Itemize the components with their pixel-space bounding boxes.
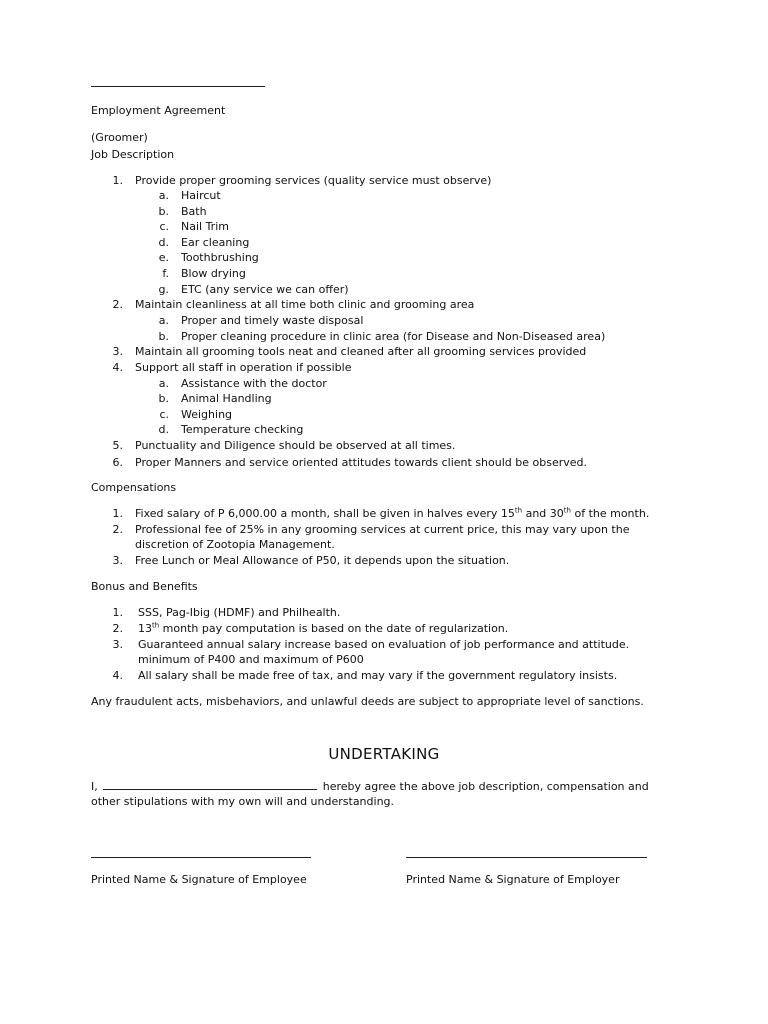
job-sub-letter: c. xyxy=(159,220,169,233)
sanctions-statement: Any fraudulent acts, misbehaviors, and unlawful deeds are subject to appropriate level of sanctions. xyxy=(91,695,644,708)
job-sub-text: Blow drying xyxy=(181,267,246,280)
document-title: Employment Agreement xyxy=(91,104,226,117)
job-sub-letter: a. xyxy=(158,189,169,202)
job-sub-letter: e. xyxy=(158,251,169,264)
comp-item-continuation: discretion of Zootopia Management. xyxy=(135,538,335,551)
job-item-number: 6. xyxy=(112,456,123,469)
bonus-item-number: 3. xyxy=(112,638,123,651)
job-sub-text: Haircut xyxy=(181,189,221,202)
job-sub-text: Toothbrushing xyxy=(181,251,259,264)
position-label: (Groomer) xyxy=(91,131,148,144)
employer-signature-line[interactable] xyxy=(406,857,647,858)
job-sub-text: Animal Handling xyxy=(181,392,272,405)
employee-signature-line[interactable] xyxy=(91,857,311,858)
bonus-item-number: 4. xyxy=(112,669,123,682)
job-item-text: Maintain all grooming tools neat and cleaned after all grooming services provided xyxy=(135,345,587,358)
bonus-item-text: Guaranteed annual salary increase based on evaluation of job performance and attitude. xyxy=(138,638,630,651)
job-item-number: 3. xyxy=(112,345,123,358)
bonus-item-text: 13th month pay computation is based on the date of regularization. xyxy=(138,621,509,635)
job-sub-text: Weighing xyxy=(181,408,233,421)
top-rule xyxy=(91,86,265,87)
job-item-text: Maintain cleanliness at all time both clinic and grooming area xyxy=(135,298,475,311)
job-sub-text: ETC (any service we can offer) xyxy=(181,283,349,296)
bonus-item-number: 2. xyxy=(112,622,123,635)
comp-item-text: Professional fee of 25% in any grooming services at current price, this may vary upon the xyxy=(135,523,630,536)
comp-item-number: 3. xyxy=(112,554,123,567)
comp-item-text: Fixed salary of P 6,000.00 a month, shall be given in halves every 15th and 30th of the month. xyxy=(135,506,650,520)
job-sub-text: Proper and timely waste disposal xyxy=(181,314,364,327)
job-sub-letter: f. xyxy=(162,267,169,280)
job-sub-letter: c. xyxy=(159,408,169,421)
job-item-text: Provide proper grooming services (quality service must observe) xyxy=(135,174,492,187)
comp-item-number: 2. xyxy=(112,523,123,536)
job-item-text: Punctuality and Diligence should be observed at all times. xyxy=(135,439,456,452)
job-item-number: 2. xyxy=(112,298,123,311)
comp-item-number: 1. xyxy=(112,507,123,520)
bonus-item-number: 1. xyxy=(112,606,123,619)
employee-name-blank[interactable] xyxy=(103,778,317,790)
bonus-item-text: All salary shall be made free of tax, and may vary if the government regulatory insists. xyxy=(138,669,618,682)
job-item-number: 1. xyxy=(112,174,123,187)
job-sub-text: Bath xyxy=(181,205,207,218)
job-sub-letter: g. xyxy=(158,283,169,296)
job-sub-letter: b. xyxy=(158,205,169,218)
job-description-heading: Job Description xyxy=(91,148,175,161)
job-sub-letter: d. xyxy=(158,236,169,249)
job-item-number: 5. xyxy=(112,439,123,452)
job-sub-letter: a. xyxy=(158,314,169,327)
bonus-item-text: SSS, Pag-Ibig (HDMF) and Philhealth. xyxy=(138,606,341,619)
job-sub-letter: a. xyxy=(158,377,169,390)
job-item-number: 4. xyxy=(112,361,123,374)
job-sub-text: Assistance with the doctor xyxy=(181,377,327,390)
job-sub-letter: b. xyxy=(158,392,169,405)
compensations-heading: Compensations xyxy=(91,481,177,494)
undertaking-line-2: other stipulations with my own will and understanding. xyxy=(91,795,395,808)
job-sub-text: Ear cleaning xyxy=(181,236,250,249)
comp-item-text: Free Lunch or Meal Allowance of P50, it depends upon the situation. xyxy=(135,554,510,567)
bonus-item-continuation: minimum of P400 and maximum of P600 xyxy=(138,653,364,666)
employer-signature-label: Printed Name & Signature of Employer xyxy=(406,873,620,886)
job-item-text: Proper Manners and service oriented attitudes towards client should be observed. xyxy=(135,456,587,469)
undertaking-line-1: I, hereby agree the above job description, compensation and xyxy=(91,780,649,793)
job-sub-text: Proper cleaning procedure in clinic area (for Disease and Non-Diseased area) xyxy=(181,330,606,343)
undertaking-title: UNDERTAKING xyxy=(328,745,440,763)
job-sub-text: Temperature checking xyxy=(181,423,304,436)
job-sub-text: Nail Trim xyxy=(181,220,229,233)
bonus-heading: Bonus and Benefits xyxy=(91,580,198,593)
job-sub-letter: d. xyxy=(158,423,169,436)
employee-signature-label: Printed Name & Signature of Employee xyxy=(91,873,307,886)
job-sub-letter: b. xyxy=(158,330,169,343)
job-item-text: Support all staff in operation if possible xyxy=(135,361,352,374)
